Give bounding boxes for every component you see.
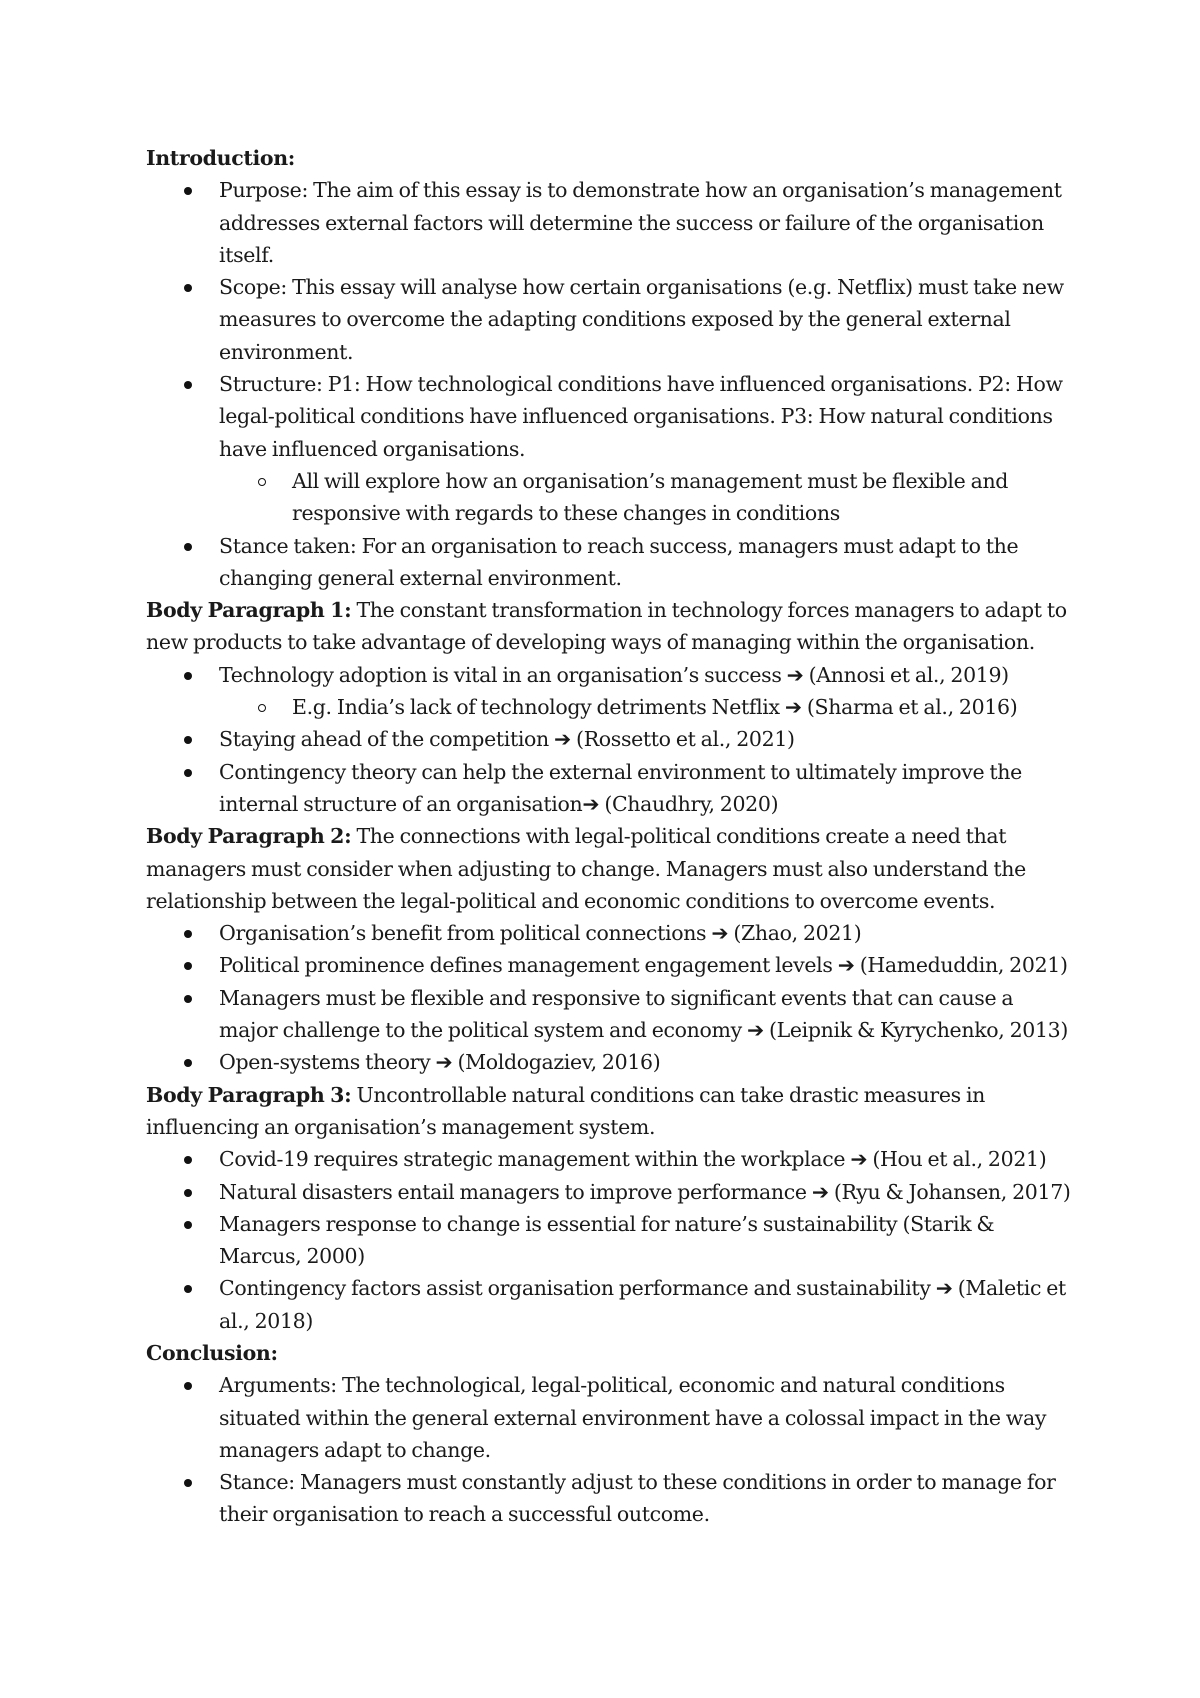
bullet-icon — [184, 543, 192, 551]
intro-item-text: Scope: This essay will analyse how certain organisations (e.g. Netflix) must take new measures to overcome the adapting conditions exposed by the general external environment. — [219, 275, 1064, 364]
body2-item — [219, 1046, 1076, 1078]
body1-subitem-text: E.g. India’s lack of technology detriments Netflix ➔ (Sharma et al., 2016) — [292, 695, 1018, 720]
body3-item-text: Natural disasters entail managers to improve performance ➔ (Ryu & Johansen, 2017) — [219, 1179, 1071, 1204]
body3-heading: Body Paragraph 3: — [146, 1082, 352, 1107]
body1-list — [146, 659, 1076, 820]
body2-item-text: Managers must be flexible and responsive to significant events that can cause a major challenge to the political system and economy ➔ (Leipnik & Kyrychenko, 2013) — [219, 985, 1069, 1043]
bullet-icon — [184, 995, 192, 1003]
intro-item-stance — [219, 530, 1076, 595]
intro-heading-line — [146, 142, 1076, 174]
bullet-icon — [184, 1221, 192, 1229]
intro-item-text: Purpose: The aim of this essay is to demonstrate how an organisation’s management addresses external factors will determine the success or failure of the organisation itself. — [219, 178, 1062, 267]
intro-item-structure — [219, 368, 1076, 529]
intro-item-purpose — [219, 174, 1076, 271]
ring-bullet-icon — [258, 704, 266, 712]
conclusion-heading: Conclusion: — [146, 1340, 278, 1365]
bullet-icon — [184, 962, 192, 970]
bullet-icon — [184, 1059, 192, 1067]
intro-item-text: Stance taken: For an organisation to reach success, managers must adapt to the changing general external environment. — [219, 533, 1019, 590]
body3-list — [146, 1143, 1076, 1337]
body1-heading: Body Paragraph 1: — [146, 598, 352, 623]
bullet-icon — [184, 672, 192, 680]
bullet-icon — [184, 1189, 192, 1197]
body2-item-text: Political prominence defines management engagement levels ➔ (Hameduddin, 2021) — [219, 953, 1068, 978]
bullet-icon — [184, 1382, 192, 1390]
intro-sublist — [219, 465, 1076, 530]
body2-text: The connections with legal-political conditions create a need that managers must consider when adjusting to change. Managers must also understand the relationship between the legal-political and economic conditions to overcome events. — [146, 824, 1026, 913]
bullet-icon — [184, 187, 192, 195]
intro-item-scope — [219, 271, 1076, 368]
body2-list — [146, 917, 1076, 1078]
body1-item — [219, 723, 1076, 755]
bullet-icon — [184, 736, 192, 744]
body1-sublist — [219, 691, 1076, 723]
body3-item — [219, 1208, 1076, 1273]
body3-paragraph — [146, 1079, 1076, 1144]
body2-item-text: Open-systems theory ➔ (Moldogaziev, 2016) — [219, 1050, 661, 1075]
body1-item — [219, 756, 1076, 821]
body3-item-text: Managers response to change is essential for nature’s sustainability (Starik & Marcus, 2000) — [219, 1211, 995, 1269]
body2-item-text: Organisation’s benefit from political connections ➔ (Zhao, 2021) — [219, 921, 862, 946]
body3-item-text: Covid-19 requires strategic management within the workplace ➔ (Hou et al., 2021) — [219, 1147, 1047, 1172]
document-page — [146, 142, 1076, 1531]
body3-item — [219, 1176, 1076, 1208]
body2-heading: Body Paragraph 2: — [146, 824, 352, 849]
body1-subitem — [292, 691, 1076, 723]
body3-item — [219, 1272, 1076, 1337]
conclusion-item-text: Arguments: The technological, legal-political, economic and natural conditions situated within the general external environment have a colossal impact in the way managers adapt to change. — [219, 1373, 1047, 1462]
bullet-icon — [184, 1285, 192, 1293]
body2-item — [219, 949, 1076, 981]
intro-subitem — [292, 465, 1076, 530]
bullet-icon — [184, 1156, 192, 1164]
conclusion-item-text: Stance: Managers must constantly adjust to these conditions in order to manage for their organisation to reach a successful outcome. — [219, 1470, 1056, 1527]
body3-item-text: Contingency factors assist organisation performance and sustainability ➔ (Maletic et al., 2018) — [219, 1276, 1066, 1333]
conclusion-heading-line — [146, 1337, 1076, 1369]
body1-item — [219, 659, 1076, 724]
intro-subitem-text: All will explore how an organisation’s management must be flexible and responsive with regards to these changes in conditions — [292, 468, 1009, 526]
ring-bullet-icon — [258, 478, 266, 486]
body1-item-text: Technology adoption is vital in an organisation’s success ➔ (Annosi et al., 2019) — [219, 662, 1009, 687]
intro-heading: Introduction: — [146, 146, 296, 170]
body1-paragraph — [146, 594, 1076, 659]
conclusion-list — [146, 1369, 1076, 1530]
body1-text: The constant transformation in technology forces managers to adapt to new products to take advantage of developing ways of managing within the organisation. — [146, 598, 1067, 655]
body2-item — [219, 982, 1076, 1047]
body1-item-text: Staying ahead of the competition ➔ (Rossetto et al., 2021) — [219, 727, 795, 752]
body2-paragraph — [146, 820, 1076, 917]
body1-item-text: Contingency theory can help the external environment to ultimately improve the internal structure of an organisation➔ (Chaudhry, 2020) — [219, 759, 1022, 816]
conclusion-item — [219, 1466, 1076, 1531]
bullet-icon — [184, 284, 192, 292]
bullet-icon — [184, 769, 192, 777]
bullet-icon — [184, 930, 192, 938]
body3-item — [219, 1143, 1076, 1175]
bullet-icon — [184, 381, 192, 389]
intro-item-text: Structure: P1: How technological conditions have influenced organisations. P2: How legal-political conditions have influenced organisations. P3: How natural conditions have influenced organisations. — [219, 372, 1063, 461]
intro-list — [146, 174, 1076, 594]
body3-text: Uncontrollable natural conditions can take drastic measures in influencing an organisation’s management system. — [146, 1082, 986, 1139]
conclusion-item — [219, 1369, 1076, 1466]
body2-item — [219, 917, 1076, 949]
bullet-icon — [184, 1479, 192, 1487]
